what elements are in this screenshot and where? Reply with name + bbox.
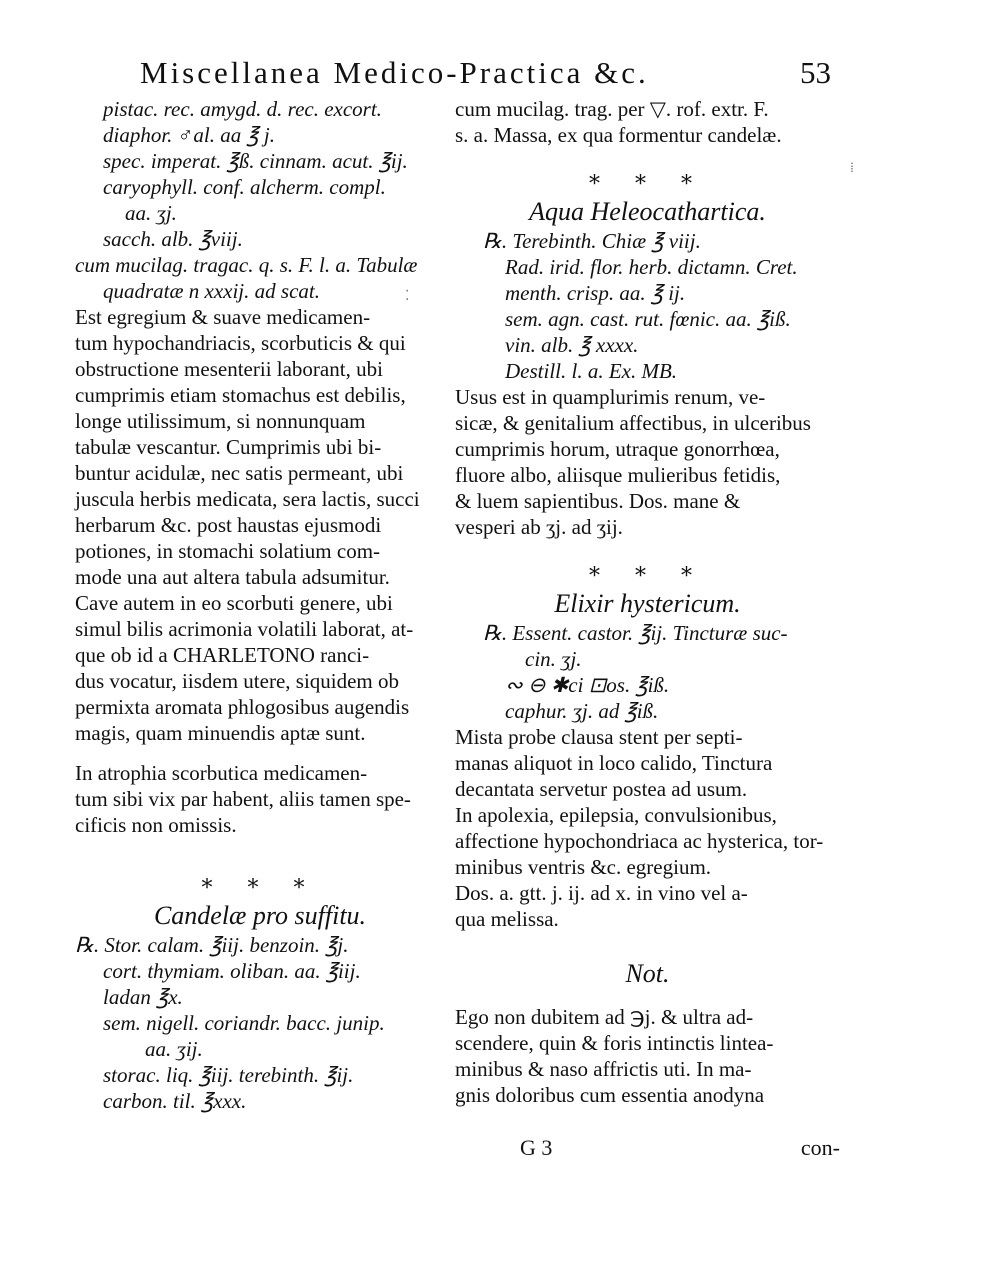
text-line: simul bilis acrimonia volatili laborat, at- [75, 617, 414, 641]
paragraph-atrophia [75, 760, 445, 838]
text-line: juscula herbis medicata, sera lactis, succi [75, 487, 420, 511]
recipe-line: cort. thymiam. oliban. aa. ℥iij. [103, 959, 361, 983]
recipe-line: spec. imperat. ℥ß. cinnam. acut. ℥ij. [103, 149, 408, 173]
text-line: buntur acidulæ, nec satis permeant, ubi [75, 461, 404, 485]
recipe-line: ℞. Terebinth. Chiæ ℥ viij. [483, 229, 701, 253]
text-line: affectione hypochondriaca ac hysterica, tor- [455, 829, 824, 853]
text-line: qua melissa. [455, 907, 559, 931]
text-line: magis, quam minuendis aptæ sunt. [75, 721, 366, 745]
text-line: In apolexia, epilepsia, convulsionibus, [455, 803, 777, 827]
signature-mark: G 3 [520, 1135, 553, 1160]
recipe-line: cum mucilag. tragac. q. s. F. l. a. Tabulæ [75, 253, 418, 277]
text-line: Mista probe clausa stent per septi- [455, 725, 743, 749]
text-line: dus vocatur, iisdem utere, siquidem ob [75, 669, 400, 693]
recipe-line: diaphor. ♂al. aa ℥ j. [103, 123, 275, 147]
recipe-line: pistac. rec. amygd. d. rec. excort. [103, 97, 382, 121]
running-title: Miscellanea Medico-Practica &c. [140, 55, 649, 90]
recipe-line: aa. ʒj. [125, 201, 177, 225]
text-line: Dos. a. gtt. j. ij. ad x. in vino vel a- [455, 881, 748, 905]
section-heading-candelae: Candelæ pro suffitu. [153, 901, 367, 930]
recipe-line: Destill. l. a. Ex. MB. [505, 359, 678, 383]
section-stars: * * * [589, 172, 706, 197]
recipe-line: ℞. Essent. castor. ℥ij. Tincturæ suc- [483, 621, 788, 645]
paragraph-mista [455, 724, 840, 802]
section-heading-elixir: Elixir hystericum. [554, 589, 741, 618]
text-line: Ego non dubitem ad ℈j. & ultra ad- [455, 1005, 754, 1029]
text-line: tum hypochandriacis, scorbuticis & qui [75, 331, 406, 355]
recipe-line: cin. ʒj. [525, 647, 582, 671]
text-line: sicæ, & genitalium affectibus, in ulceribus [455, 411, 811, 435]
recipe-line: storac. liq. ℥iij. terebinth. ℥ij. [103, 1063, 354, 1087]
recipe-continuation-right [455, 96, 840, 148]
text-line: cificis non omissis. [75, 813, 237, 837]
text-line: cum mucilag. trag. per ▽. rof. extr. F. [455, 97, 769, 121]
recipe-continuation [75, 96, 445, 304]
right-column [455, 96, 840, 1108]
paragraph-dosis [455, 880, 840, 932]
text-line: longe utilissimum, si nonnunquam [75, 409, 366, 433]
paragraph-apolexia [455, 802, 840, 880]
ink-speck: ⁞ [850, 160, 854, 176]
recipe-line: menth. crisp. aa. ℥ ij. [505, 281, 686, 305]
section-stars: * * * [589, 564, 706, 589]
text-line: fluore albo, aliisque mulieribus fetidis, [455, 463, 781, 487]
recipe-candelae [75, 932, 445, 1114]
paragraph-ego [455, 1004, 840, 1108]
text-line: tabulæ vescantur. Cumprimis ubi bi- [75, 435, 382, 459]
text-line: cumprimis etiam stomachus est debilis, [75, 383, 406, 407]
left-column [75, 96, 445, 1114]
text-line: manas aliquot in loco calido, Tinctura [455, 751, 773, 775]
text-line: herbarum &c. post haustas ejusmodi [75, 513, 382, 537]
section-heading-aqua: Aqua Heleocathartica. [529, 197, 766, 226]
section-stars: * * * [201, 876, 319, 901]
section-heading-not: Not. [625, 959, 670, 988]
recipe-line: ∾ ⊖ ✱ci ⊡os. ℥iß. [505, 673, 670, 697]
recipe-line: sacch. alb. ℥viij. [103, 227, 243, 251]
text-line: permixta aromata phlogosibus augendis [75, 695, 410, 719]
text-line: Usus est in quamplurimis renum, ve- [455, 385, 766, 409]
text-line: decantata servetur postea ad usum. [455, 777, 748, 801]
text-line: & luem sapientibus. Dos. mane & [455, 489, 741, 513]
ink-speck: ⁚ [405, 288, 410, 304]
text-line: minibus & naso affrictis uti. In ma- [455, 1057, 752, 1081]
recipe-elixir [455, 620, 840, 724]
recipe-line: quadratæ n xxxij. ad scat. [103, 279, 320, 303]
text-line: gnis doloribus cum essentia anodyna [455, 1083, 765, 1107]
text-line: Cave autem in eo scorbuti genere, ubi [75, 591, 393, 615]
recipe-line: caphur. ʒj. ad ℥iß. [505, 699, 659, 723]
text-line: scendere, quin & foris intinctis lintea- [455, 1031, 774, 1055]
recipe-aqua [455, 228, 840, 384]
text-line: que ob id a CHARLETONO ranci- [75, 643, 370, 667]
recipe-line: ℞. Stor. calam. ℥iij. benzoin. ℥j. [75, 933, 349, 957]
text-line: mode una aut altera tabula adsumitur. [75, 565, 390, 589]
paragraph-medicament [75, 304, 445, 746]
paragraph-usus [455, 384, 840, 540]
recipe-line: sem. nigell. coriandr. bacc. junip. [103, 1011, 385, 1035]
recipe-line: ladan ℥x. [103, 985, 183, 1009]
recipe-line: Rad. irid. flor. herb. dictamn. Cret. [505, 255, 798, 279]
text-line: minibus ventris &c. egregium. [455, 855, 712, 879]
text-line: obstructione mesenterii laborant, ubi [75, 357, 383, 381]
text-line: tum sibi vix par habent, aliis tamen spe- [75, 787, 411, 811]
text-line: cumprimis horum, utraque gonorrhœa, [455, 437, 780, 461]
recipe-line: sem. agn. cast. rut. fœnic. aa. ℥iß. [505, 307, 791, 331]
page-number: 53 [800, 55, 831, 90]
text-line: In atrophia scorbutica medicamen- [75, 761, 368, 785]
recipe-line: aa. ʒij. [145, 1037, 203, 1061]
text-line: Est egregium & suave medicamen- [75, 305, 371, 329]
recipe-line: carbon. til. ℥xxx. [103, 1089, 247, 1113]
catchword: con- [800, 1135, 840, 1160]
recipe-line: vin. alb. ℥ xxxx. [505, 333, 639, 357]
recipe-line: caryophyll. conf. alcherm. compl. [103, 175, 386, 199]
text-line: s. a. Massa, ex qua formentur candelæ. [455, 123, 782, 147]
text-line: potiones, in stomachi solatium com- [75, 539, 381, 563]
text-line: vesperi ab ʒj. ad ʒij. [455, 515, 623, 539]
